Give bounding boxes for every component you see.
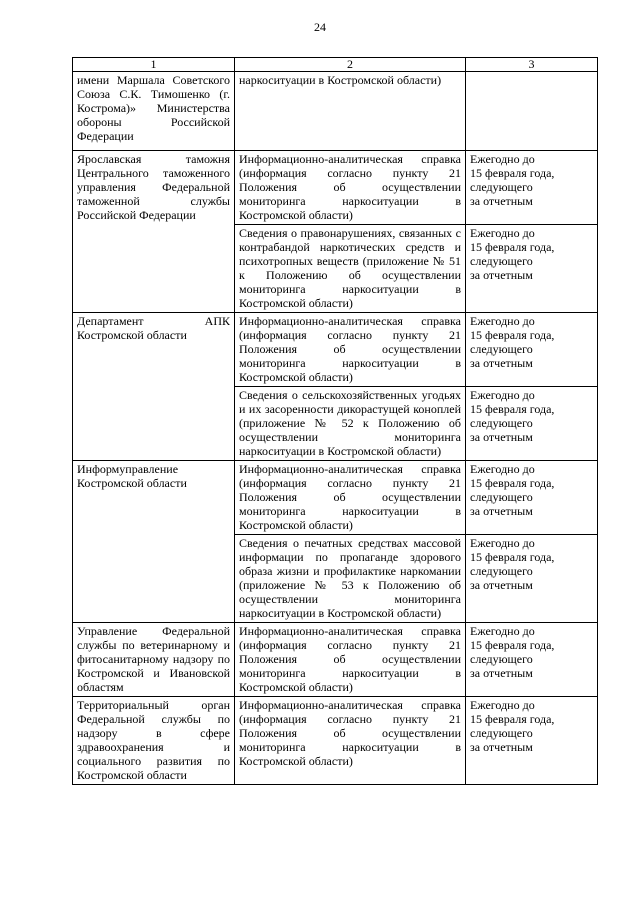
term-line: следующего [470, 490, 533, 504]
submission-term [466, 313, 598, 387]
column-header-2: 2 [235, 58, 466, 72]
term-line: 15 февраля года, [470, 550, 555, 564]
organ-name-continuation [73, 387, 235, 461]
column-header-3: 3 [466, 58, 598, 72]
organ-name: Ярославская таможня Центрального таможенного управления Федеральной таможенной службы Российской Федерации [73, 151, 235, 225]
term-line: за отчетным [470, 504, 533, 518]
term-line: Ежегодно до [470, 536, 535, 550]
table-body [73, 72, 598, 785]
monitoring-table [72, 57, 598, 785]
organ-name-continuation [73, 535, 235, 623]
report-document: Сведения о сельскохозяйственных угодьях и их засоренности дикорастущей коноплей (приложение № 52 к Положению об осуществлении мониторинга наркоситуации в Костромской области) [235, 387, 466, 461]
report-document: Информационно-аналитическая справка (информация согласно пункту 21 Положения об осуществлении мониторинга наркоситуации в Костромской области) [235, 461, 466, 535]
submission-term [466, 387, 598, 461]
submission-term [466, 225, 598, 313]
submission-term [466, 461, 598, 535]
term-line: за отчетным [470, 430, 533, 444]
report-document: Сведения о печатных средствах массовой информации по пропаганде здорового образа жизни и профилактике наркомании (приложение № 53 к Положению об осуществлении мониторинга наркоситуации в Костромской области) [235, 535, 466, 623]
page-number: 24 [314, 20, 326, 34]
table-row [73, 313, 598, 387]
term-line: 15 февраля года, [470, 402, 555, 416]
term-line: Ежегодно до [470, 462, 535, 476]
continued-row [73, 72, 598, 151]
continued-document: наркоситуации в Костромской области) [235, 72, 466, 151]
term-line: 15 февраля года, [470, 166, 555, 180]
column-header-1: 1 [73, 58, 235, 72]
term-line: следующего [470, 652, 533, 666]
organ-name: Информуправление Костромской области [73, 461, 235, 535]
continued-organ: имени Маршала Советского Союза С.К. Тимошенко (г. Кострома)» Министерства обороны Российской Федерации [73, 72, 235, 151]
organ-name: Управление Федеральной службы по ветеринарному и фитосанитарному надзору по Костромской и Ивановской областям [73, 623, 235, 697]
header-row [73, 58, 598, 72]
term-line: 15 февраля года, [470, 638, 555, 652]
report-document: Информационно-аналитическая справка (информация согласно пункту 21 Положения об осуществлении мониторинга наркоситуации в Костромской области) [235, 313, 466, 387]
term-line: за отчетным [470, 740, 533, 754]
term-line: следующего [470, 416, 533, 430]
term-line: за отчетным [470, 194, 533, 208]
submission-term [466, 535, 598, 623]
term-line: за отчетным [470, 356, 533, 370]
report-document: Информационно-аналитическая справка (информация согласно пункту 21 Положения об осуществлении мониторинга наркоситуации в Костромской области) [235, 697, 466, 785]
organ-name: Территориальный орган Федеральной службы по надзору в сфере здравоохранения и социального развития по Костромской области [73, 697, 235, 785]
table-row [73, 387, 598, 461]
term-line: Ежегодно до [470, 698, 535, 712]
organ-name: Департамент АПК Костромской области [73, 313, 235, 387]
term-line: 15 февраля года, [470, 712, 555, 726]
report-document: Информационно-аналитическая справка (информация согласно пункту 21 Положения об осуществлении мониторинга наркоситуации в Костромской области) [235, 151, 466, 225]
term-line: 15 февраля года, [470, 240, 555, 254]
report-document: Сведения о правонарушениях, связанных с контрабандой наркотических средств и психотропных веществ (приложение № 51 к Положению об осуществлении мониторинга наркоситуации в Костромской области) [235, 225, 466, 313]
term-line: следующего [470, 180, 533, 194]
submission-term [466, 697, 598, 785]
term-line: следующего [470, 564, 533, 578]
continued-term [466, 72, 598, 151]
term-line: Ежегодно до [470, 226, 535, 240]
table-row [73, 623, 598, 697]
term-line: следующего [470, 726, 533, 740]
term-line: 15 февраля года, [470, 328, 555, 342]
term-line: следующего [470, 254, 533, 268]
term-line: Ежегодно до [470, 388, 535, 402]
term-line: Ежегодно до [470, 624, 535, 638]
submission-term [466, 151, 598, 225]
term-line: 15 февраля года, [470, 476, 555, 490]
term-line: за отчетным [470, 666, 533, 680]
report-document: Информационно-аналитическая справка (информация согласно пункту 21 Положения об осуществлении мониторинга наркоситуации в Костромской области) [235, 623, 466, 697]
table-row [73, 535, 598, 623]
term-line: Ежегодно до [470, 314, 535, 328]
term-line: Ежегодно до [470, 152, 535, 166]
organ-name-continuation [73, 225, 235, 313]
table-row [73, 151, 598, 225]
table-row [73, 697, 598, 785]
table-row [73, 461, 598, 535]
term-line: за отчетным [470, 268, 533, 282]
term-line: следующего [470, 342, 533, 356]
table-row [73, 225, 598, 313]
submission-term [466, 623, 598, 697]
term-line: за отчетным [470, 578, 533, 592]
